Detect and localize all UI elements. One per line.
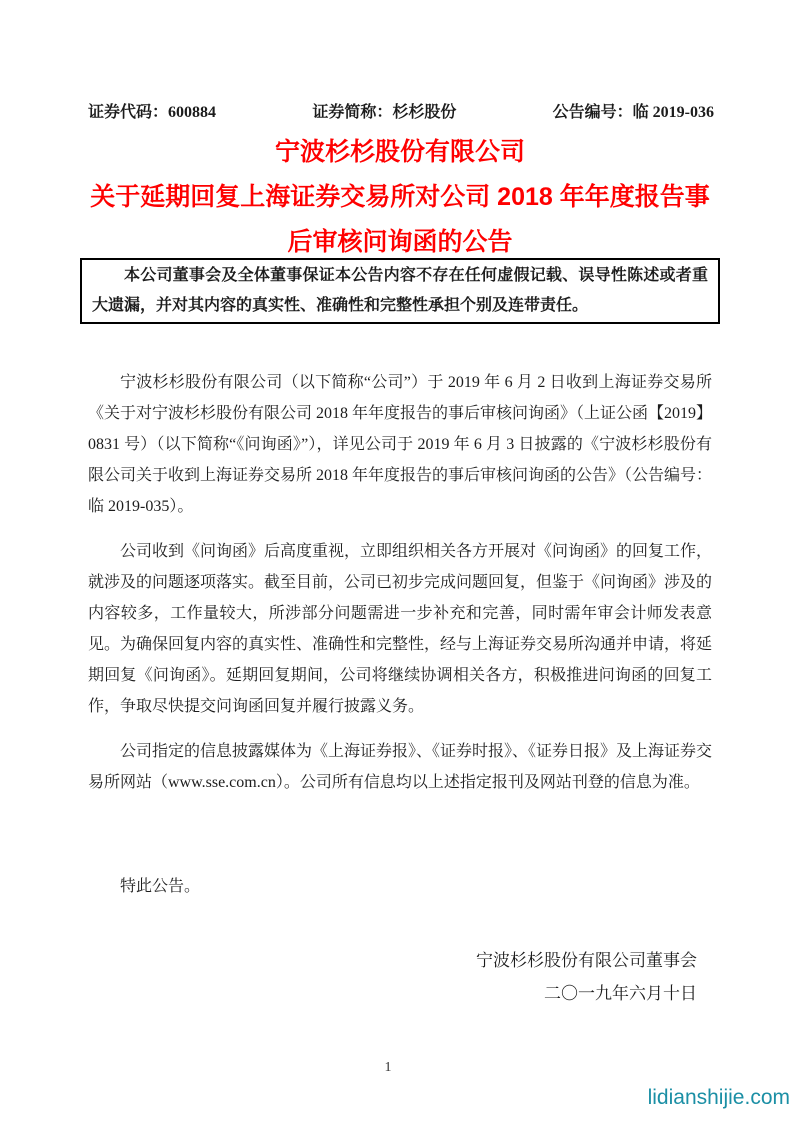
stock-name-label: 证券简称：杉杉股份 [312,104,457,121]
doc-body [88,367,712,812]
page-number: 1 [384,1060,392,1075]
signature-company: 宁波杉杉股份有限公司董事会 [476,951,697,970]
declaration-text: 本公司董事会及全体董事保证本公告内容不存在任何虚假记载、误导性陈述或者重大遗漏，并对其内容的真实性、准确性和完整性承担个别及连带责任。 [92,267,708,314]
signature-date: 二〇一九年六月十日 [544,984,697,1003]
body-paragraph-1: 宁波杉杉股份有限公司（以下简称“公司”）于 2019 年 6 月 2 日收到上海证券交易所《关于对宁波杉杉股份有限公司 2018 年年度报告的事后审核问询函》（上证公函【2019】0831 号）（以下简称“《问询函》”），详见公司于 2019 年 6 月 3 日披露的《宁波杉杉股份有限公司关于收到上海证券交易所 2018 年年度报告的事后审核问询函的公告》（公告编号：临 2019-035）。 [88,374,713,515]
declaration-box [80,258,720,324]
title-line-2: 关于延期回复上海证券交易所对公司 2018 年年度报告事 [90,183,710,211]
title-line-3: 后审核问询函的公告 [287,228,513,256]
signature-block [476,944,697,1010]
body-paragraph-3: 公司指定的信息披露媒体为《上海证券报》、《证券时报》、《证券日报》及上海证券交易所网站（www.sse.com.cn）。公司所有信息均以上述指定报刊及网站刊登的信息为准。 [88,743,713,791]
stock-code-label: 证券代码：600884 [88,104,217,121]
watermark-text: lidianshijie.com [647,1086,790,1109]
closing-statement: 特此公告。 [120,878,201,895]
announcement-number-label: 公告编号：临 2019-036 [552,104,714,121]
body-paragraph-2: 公司收到《问询函》后高度重视，立即组织相关各方开展对《问询函》的回复工作，就涉及的问题逐项落实。截至目前，公司已初步完成问题回复，但鉴于《问询函》涉及的内容较多，工作量较大，所涉部分问题需进一步补充和完善，同时需年审会计师发表意见。为确保回复内容的真实性、准确性和完整性，经与上海证券交易所沟通并申请，将延期回复《问询函》。延期回复期间，公司将继续协调相关各方，积极推进问询函的回复工作，争取尽快提交问询函回复并履行披露义务。 [88,543,713,715]
doc-header [88,99,714,122]
doc-title [40,130,760,265]
title-company-name: 宁波杉杉股份有限公司 [274,138,525,166]
